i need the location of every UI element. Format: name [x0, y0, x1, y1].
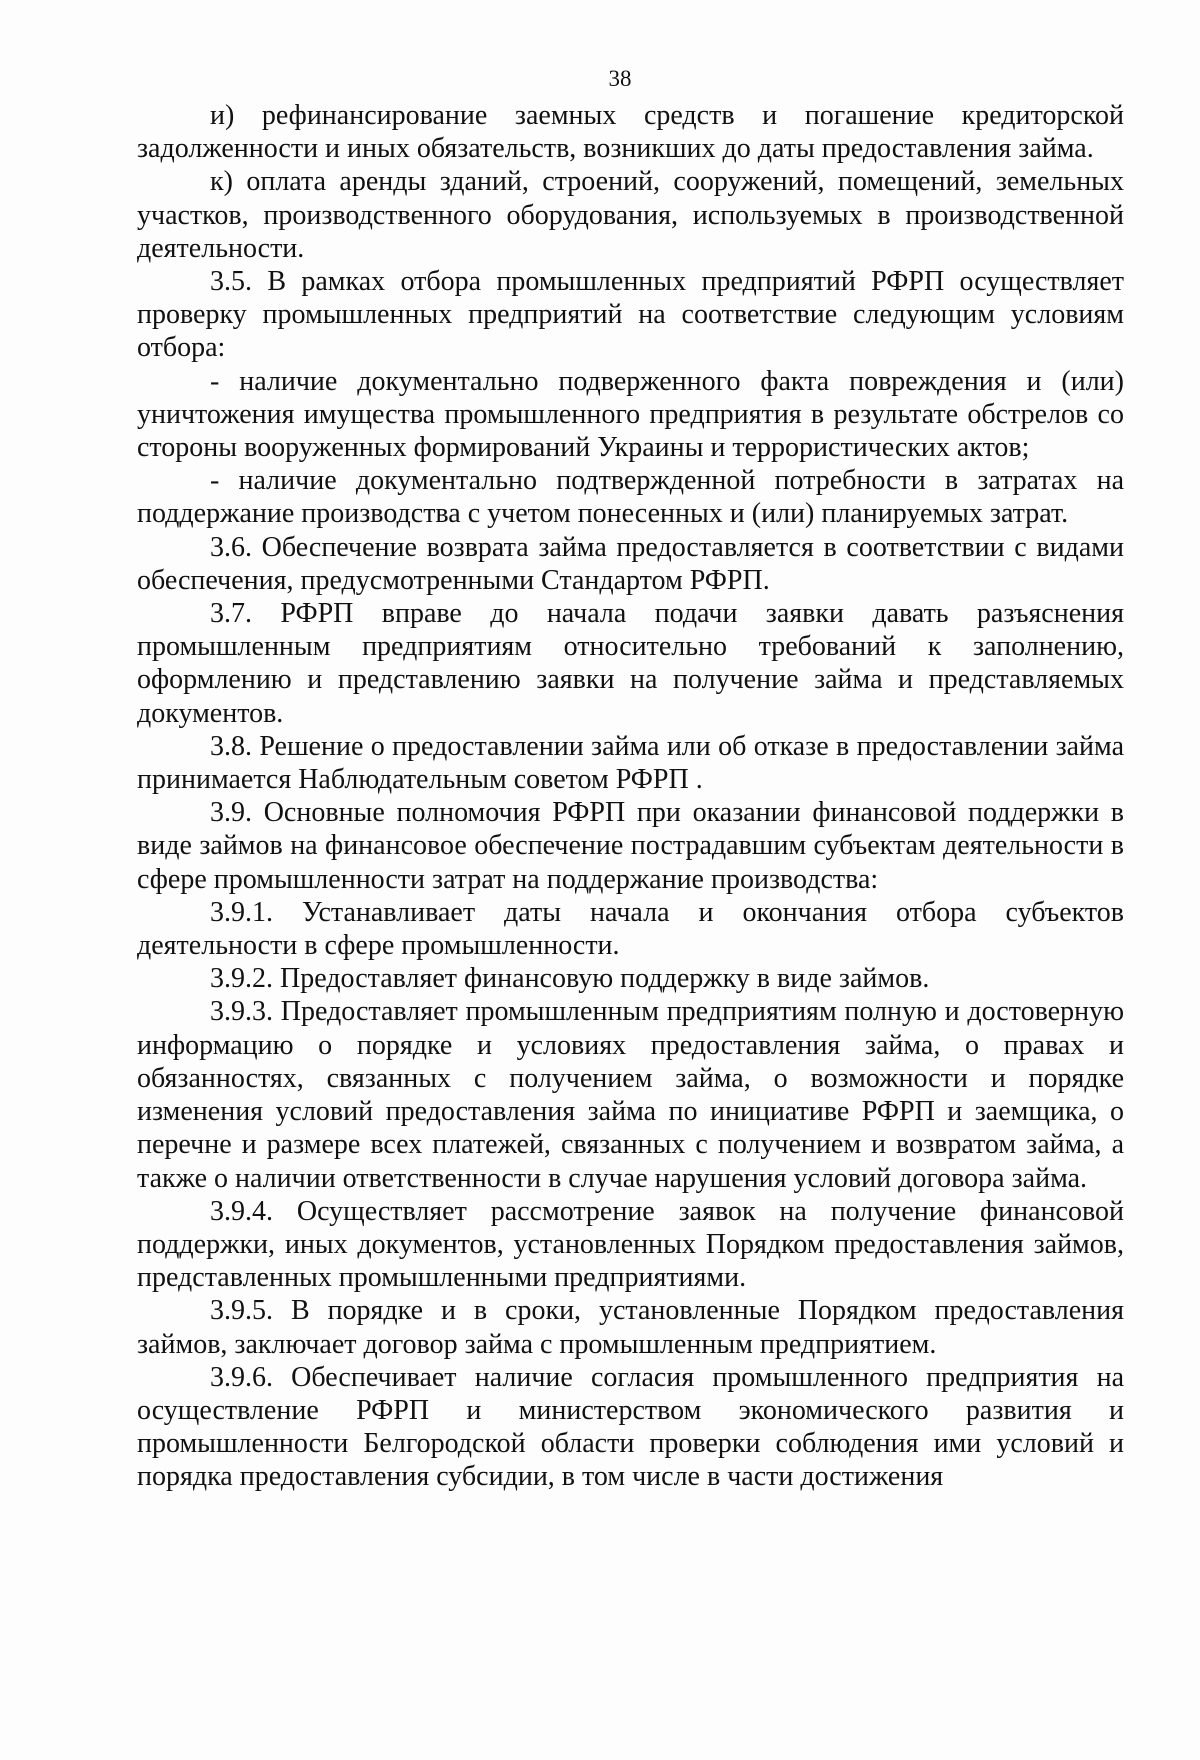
paragraph-3-9-2: 3.9.2. Предоставляет финансовую поддержку в виде займов. [210, 963, 930, 995]
paragraph-3-7: 3.7. РФРП вправе до начала подачи заявки давать разъяснения промышленным предприятиям относительно требований к заполнению, оформлению и представлению заявки на получение займа и представляемых документов. [137, 598, 1124, 729]
paragraph-3-9: 3.9. Основные полномочия РФРП при оказании финансовой поддержки в виде займов на финансовое обеспечение пострадавшим субъектам деятельности в сфере промышленности затрат на поддержание производства: [137, 797, 1124, 895]
paragraph-3-9-4: 3.9.4. Осуществляет рассмотрение заявок на получение финансовой поддержки, иных документов, установленных Порядком предоставления займов, представленных промышленными предприятиями. [137, 1195, 1124, 1294]
paragraph-condition-costs: - наличие документально подтвержденной потребности в затратах на поддержание производства с учетом понесенных и (или) планируемых затрат. [137, 465, 1124, 530]
paragraph-3-9-3: 3.9.3. Предоставляет промышленным предприятиям полную и достоверную информацию о порядке и условиях предоставления займа, о правах и обязанностях, связанных с получением займа, о возможности и порядке изменения условий предоставления займа по инициативе РФРП и заемщика, о перечне и размере всех платежей, связанных с получением и возвратом займа, а также о наличии ответственности в случае нарушения условий договора займа. [137, 996, 1124, 1194]
paragraph-i-refinancing: и) рефинансирование заемных средств и погашение кредиторской задолженности и иных обязательств, возникших до даты предоставления займа. [137, 100, 1124, 165]
paragraph-condition-damage: - наличие документально подверженного факта повреждения и (или) уничтожения имущества промышленного предприятия в результате обстрелов со стороны вооруженных формирований Украины и террористических актов; [137, 365, 1124, 464]
paragraph-k-rent: к) оплата аренды зданий, строений, сооружений, помещений, земельных участков, производственного оборудования, используемых в производственной деятельности. [137, 166, 1124, 264]
paragraph-3-6: 3.6. Обеспечение возврата займа предоставляется в соответствии с видами обеспечения, предусмотренными Стандартом РФРП. [137, 531, 1124, 596]
paragraph-3-9-1: 3.9.1. Устанавливает даты начала и окончания отбора субъектов деятельности в сфере промышленности. [137, 896, 1124, 962]
paragraph-3-8: 3.8. Решение о предоставлении займа или об отказе в предоставлении займа принимается Наблюдательным советом РФРП . [137, 730, 1124, 796]
document-body [137, 99, 1124, 1494]
paragraph-3-5: 3.5. В рамках отбора промышленных предприятий РФРП осуществляет проверку промышленных предприятий на соответствие следующим условиям отбора: [137, 266, 1124, 364]
paragraph-3-9-5: 3.9.5. В порядке и в сроки, установленные Порядком предоставления займов, заключает договор займа с промышленным предприятием. [137, 1295, 1124, 1360]
paragraph-3-9-6: 3.9.6. Обеспечивает наличие согласия промышленного предприятия на осуществление РФРП и министерством экономического развития и промышленности Белгородской области проверки соблюдения ими условий и порядка предоставления субсидии, в том числе в части достижения [137, 1361, 1124, 1493]
page-number: 38 [608, 66, 632, 91]
